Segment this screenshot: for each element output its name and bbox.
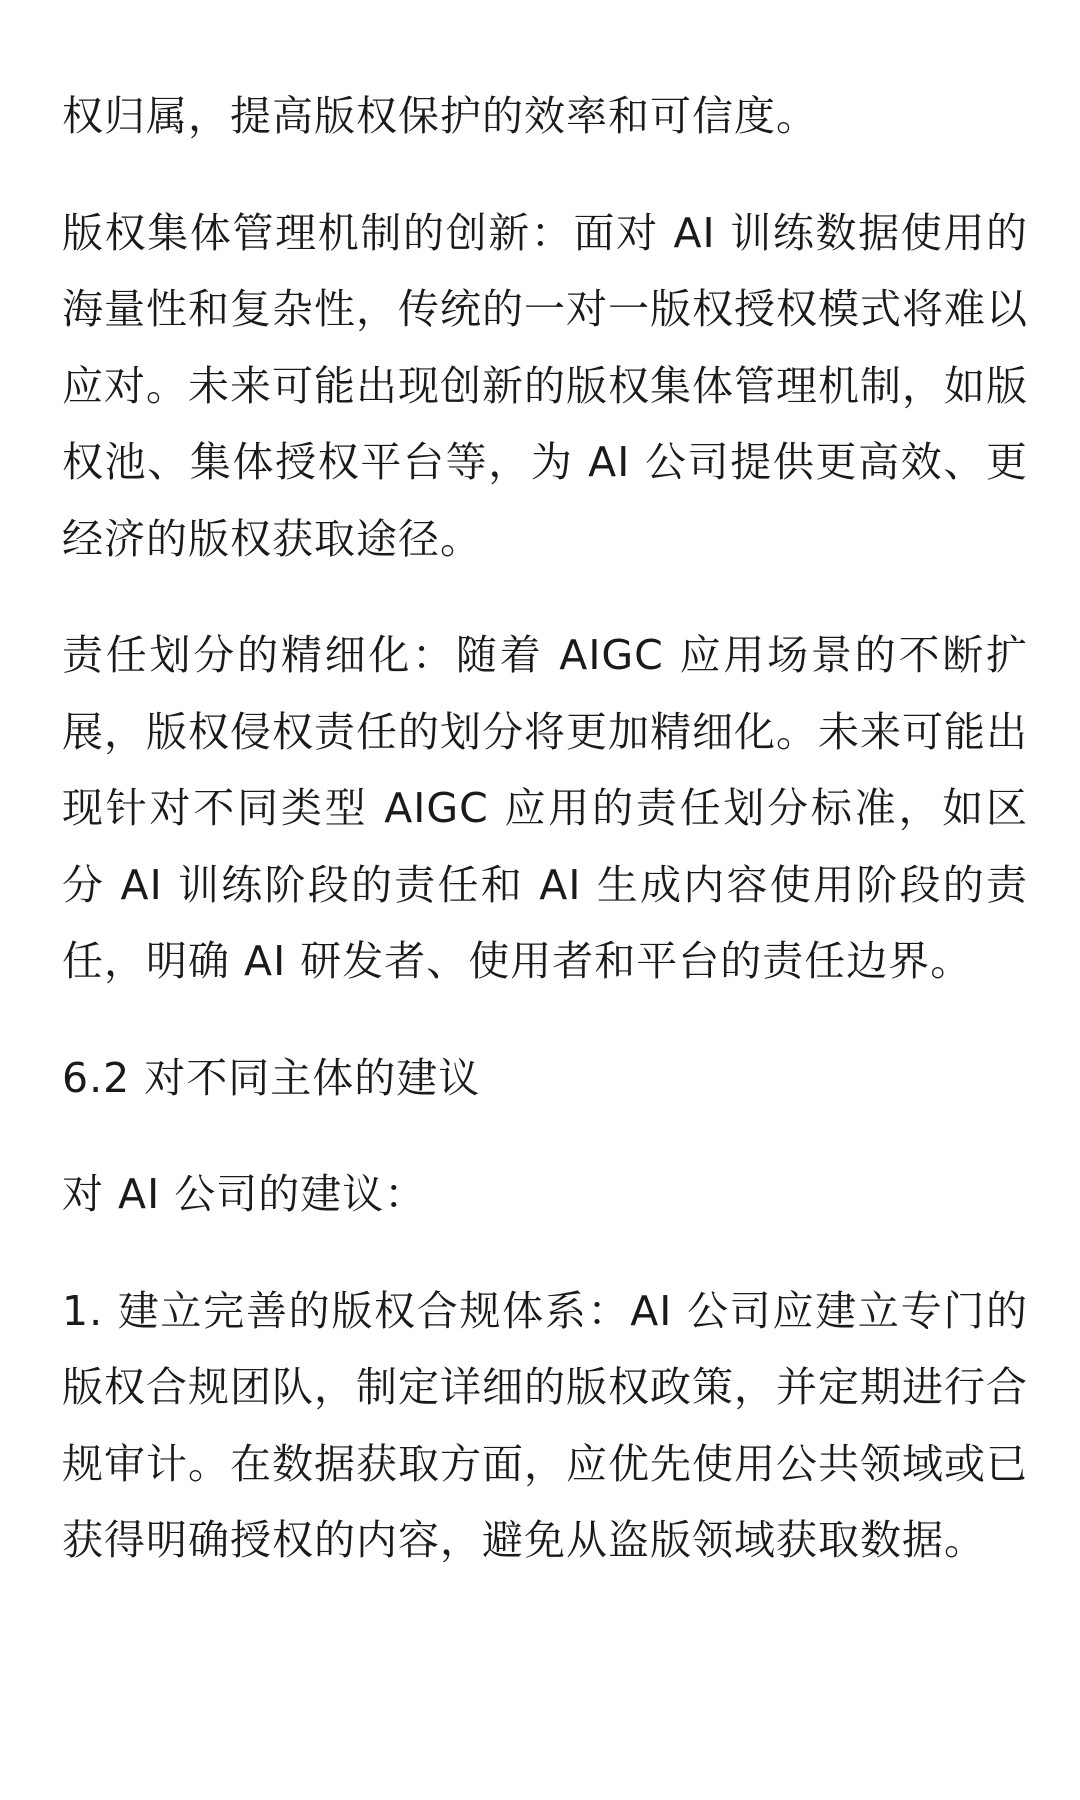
article-body xyxy=(62,78,1028,1619)
paragraph-collective-management: 版权集体管理机制的创新：面对 AI 训练数据使用的海量性和复杂性，传统的一对一版权授权模式将难以应对。未来可能出现创新的版权集体管理机制，如版权池、集体授权平台等，为 AI 公司提供更高效、更经济的版权获取途径。 xyxy=(62,208,1028,563)
section-heading: 6.2 对不同主体的建议 xyxy=(62,1053,481,1102)
recommendation-item-1: 1. 建立完善的版权合规体系：AI 公司应建立专门的版权合规团队，制定详细的版权政策，并定期进行合规审计。在数据获取方面，应优先使用公共领域或已获得明确授权的内容，避免从盗版领域获取数据。 xyxy=(62,1286,1028,1564)
paragraph-copyright-ownership: 权归属，提高版权保护的效率和可信度。 xyxy=(62,92,818,140)
paragraph-liability-division: 责任划分的精细化：随着 AIGC 应用场景的不断扩展，版权侵权责任的划分将更加精细化。未来可能出现针对不同类型 AIGC 应用的责任划分标准，如区分 AI 训练阶段的责任和 AI 生成内容使用阶段的责任，明确 AI 研发者、使用者和平台的责任边界。 xyxy=(62,631,1028,985)
subheading-ai-companies: 对 AI 公司的建议： xyxy=(62,1170,427,1218)
